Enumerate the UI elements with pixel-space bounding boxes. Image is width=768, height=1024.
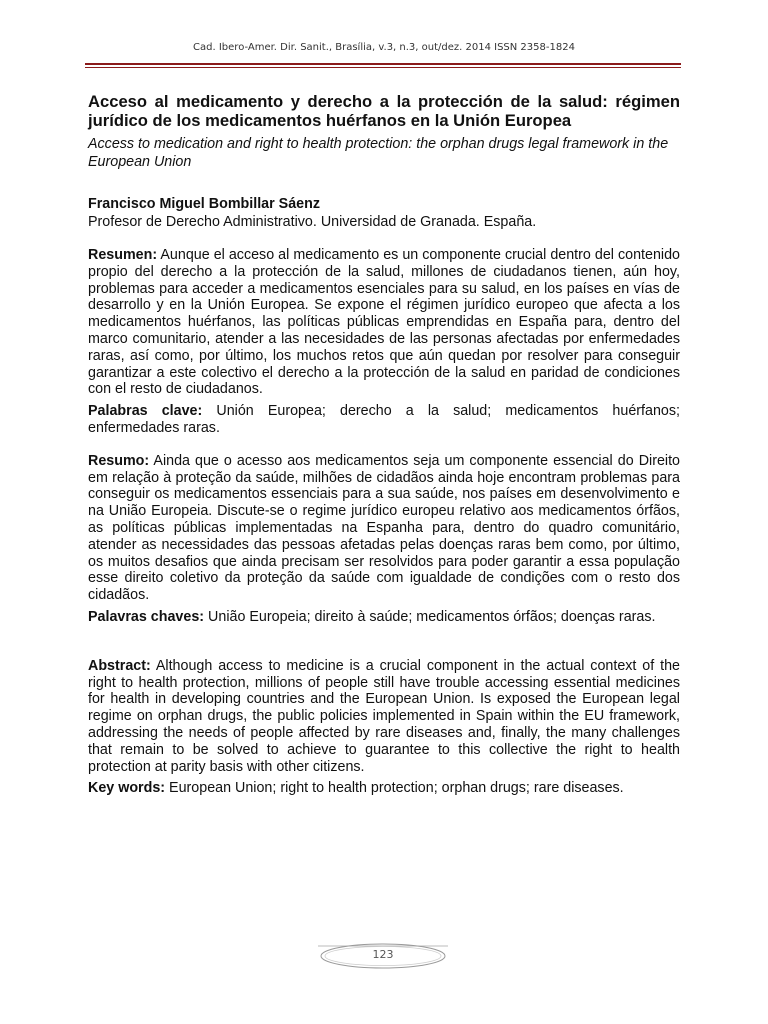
- page-number: 123: [372, 948, 394, 961]
- key-words-paragraph: [88, 780, 680, 797]
- author-name: Francisco Miguel Bombillar Sáenz: [88, 196, 320, 212]
- author-affiliation: Profesor de Derecho Administrativo. Universidad de Granada. España.: [88, 214, 537, 230]
- palavras-chaves-paragraph: [88, 609, 680, 626]
- palavras-chaves-label: Palavras chaves:: [88, 608, 205, 625]
- resumo-label: Resumo:: [88, 452, 150, 469]
- palabras-clave-paragraph: [88, 403, 680, 437]
- key-words-label: Key words:: [88, 780, 166, 797]
- header-rule-thick: [85, 63, 681, 65]
- article-body: [88, 92, 680, 797]
- journal-header: Cad. Ibero-Amer. Dir. Sanit., Brasília, v.3, n.3, out/dez. 2014 ISSN 2358-1824: [193, 42, 575, 53]
- abstract-text: Although access to medicine is a crucial component in the actual context of the right to health protection, millions of people still have trouble accessing essential medicines for health in developing countries and the European Union. Is exposed the European legal regime on orphan drugs, the public policies implemented in Spain within the EU framework, addressing the needs of people affected by rare diseases and, finally, the many challenges that remain to be solved to achieve to guarantee to this collective the right to health protection at parity basis with other citizens.: [88, 657, 680, 775]
- page-number-badge: [318, 942, 448, 972]
- article-subtitle: Access to medication and right to health protection: the orphan drugs legal framework in the European Union: [88, 136, 669, 170]
- article-title: Acceso al medicamento y derecho a la protección de la salud: régimen jurídico de los medicamentos huérfanos en la Unión Europea: [88, 92, 680, 130]
- resumen-label: Resumen:: [88, 247, 158, 263]
- abstract-label: Abstract:: [88, 657, 151, 674]
- palavras-chaves-text: União Europeia; direito à saúde; medicamentos órfãos; doenças raras.: [208, 608, 656, 625]
- resumen-paragraph: [88, 247, 680, 398]
- resumen-text: Aunque el acceso al medicamento es un componente crucial dentro del contenido propio del derecho a la protección de la salud, millones de ciudadanos tienen, aún hoy, problemas para acceder a medicamentos esenciales para su salud, en los países en vías de desarrollo y en la Unión Europea. Se expone el régimen jurídico europeo que afecta a los medicamentos huérfanos, las políticas públicas emprendidas en España para, dentro del marco comunitario, atender a las necesidades de las personas afectadas por enfermedades raras, así como, por último, los muchos retos que aún quedan por resolver para conseguir garantizar a este colectivo el derecho a la protección de la salud en paridad de condiciones con el resto de ciudadanos.: [88, 247, 680, 398]
- key-words-text: European Union; right to health protection; orphan drugs; rare diseases.: [169, 780, 624, 797]
- palabras-clave-label: Palabras clave:: [88, 403, 203, 420]
- palabras-clave-text: Unión Europea; derecho a la salud; medicamentos huérfanos; enfermedades raras.: [88, 403, 680, 436]
- header-rule-thin: [85, 67, 681, 68]
- resumo-text: Ainda que o acesso aos medicamentos seja um componente essencial do Direito em relação à proteção da saúde, milhões de cidadãos ainda hoje encontram problemas para conseguir os medicamentos essenciais para a sua saúde, nos países em desenvolvimento e na União Europeia. Discute-se o regime jurídico europeu relativo aos medicamentos órfãos, as políticas públicas implementadas na Espanha para, dentro do quadro comunitário, atender as necessidades das pessoas afetadas pelas doenças raras bem como, por último, os muitos desafios que ainda precisam ser resolvidos para poder garantir a essa população esse direito coletivo da proteção da saúde com igualdade de condições com o resto dos cidadãos.: [88, 452, 681, 604]
- resumo-paragraph: [88, 453, 680, 604]
- abstract-paragraph: [88, 658, 680, 776]
